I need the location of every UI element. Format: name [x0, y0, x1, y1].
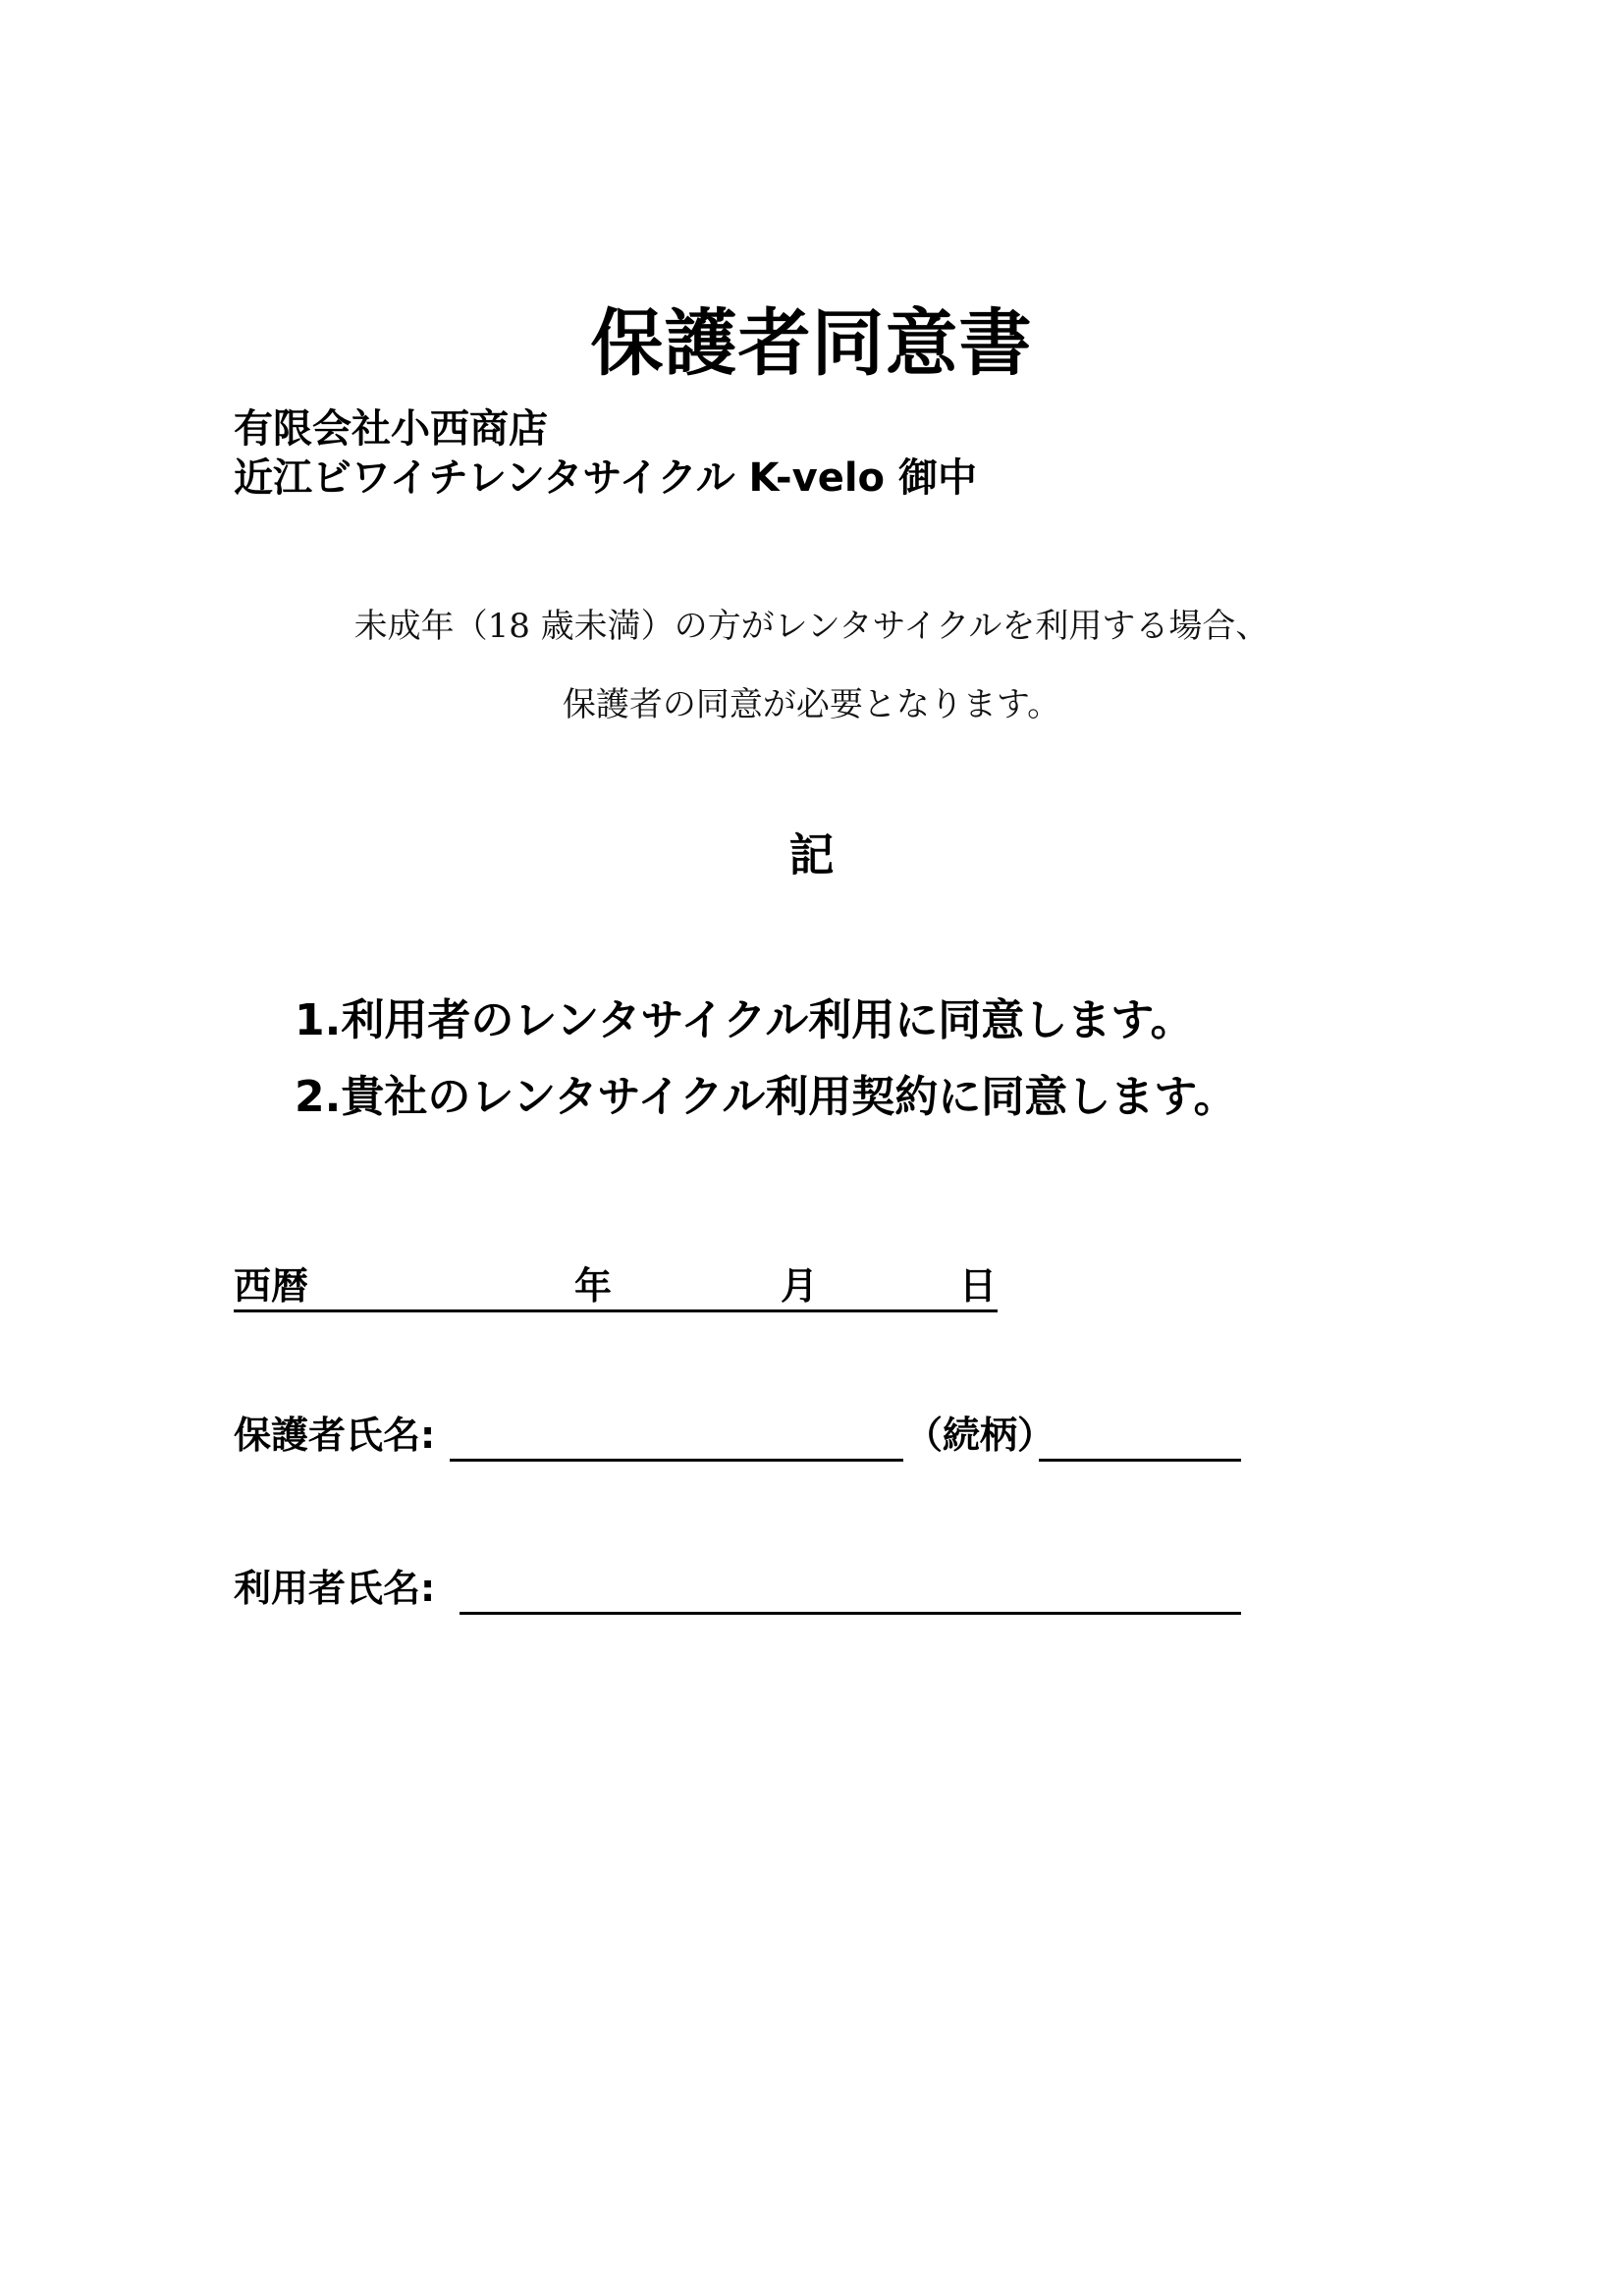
guardian-name-label: 保護者氏名:: [234, 1414, 436, 1457]
user-name-label: 利用者氏名:: [234, 1567, 436, 1610]
date-underline[interactable]: [234, 1309, 998, 1312]
intro-line-1: 未成年（18 歳未満）の方がレンタサイクルを利用する場合、: [353, 607, 1270, 646]
date-era-label: 西暦: [234, 1264, 309, 1308]
addressee-company: 有限会社小西商店: [234, 406, 548, 452]
relation-label: （続柄）: [905, 1414, 1055, 1457]
user-name-field[interactable]: [460, 1612, 1241, 1615]
consent-item-1: 1.利用者のレンタサイクル利用に同意します。: [295, 995, 1194, 1045]
relation-field[interactable]: [1039, 1459, 1241, 1462]
date-day-label: 日: [959, 1264, 998, 1308]
consent-item-2: 2.貴社のレンタサイクル利用契約に同意します。: [295, 1072, 1237, 1122]
addressee-service: 近江ビワイチレンタサイクル K-velo 御中: [234, 455, 977, 501]
page-title: 保護者同意書: [590, 301, 1033, 386]
ki-heading: 記: [788, 828, 835, 881]
date-month-label: 月: [781, 1264, 819, 1308]
intro-line-2: 保護者の同意が必要となります。: [562, 685, 1061, 724]
guardian-name-field[interactable]: [450, 1459, 903, 1462]
date-year-label: 年: [574, 1264, 613, 1308]
